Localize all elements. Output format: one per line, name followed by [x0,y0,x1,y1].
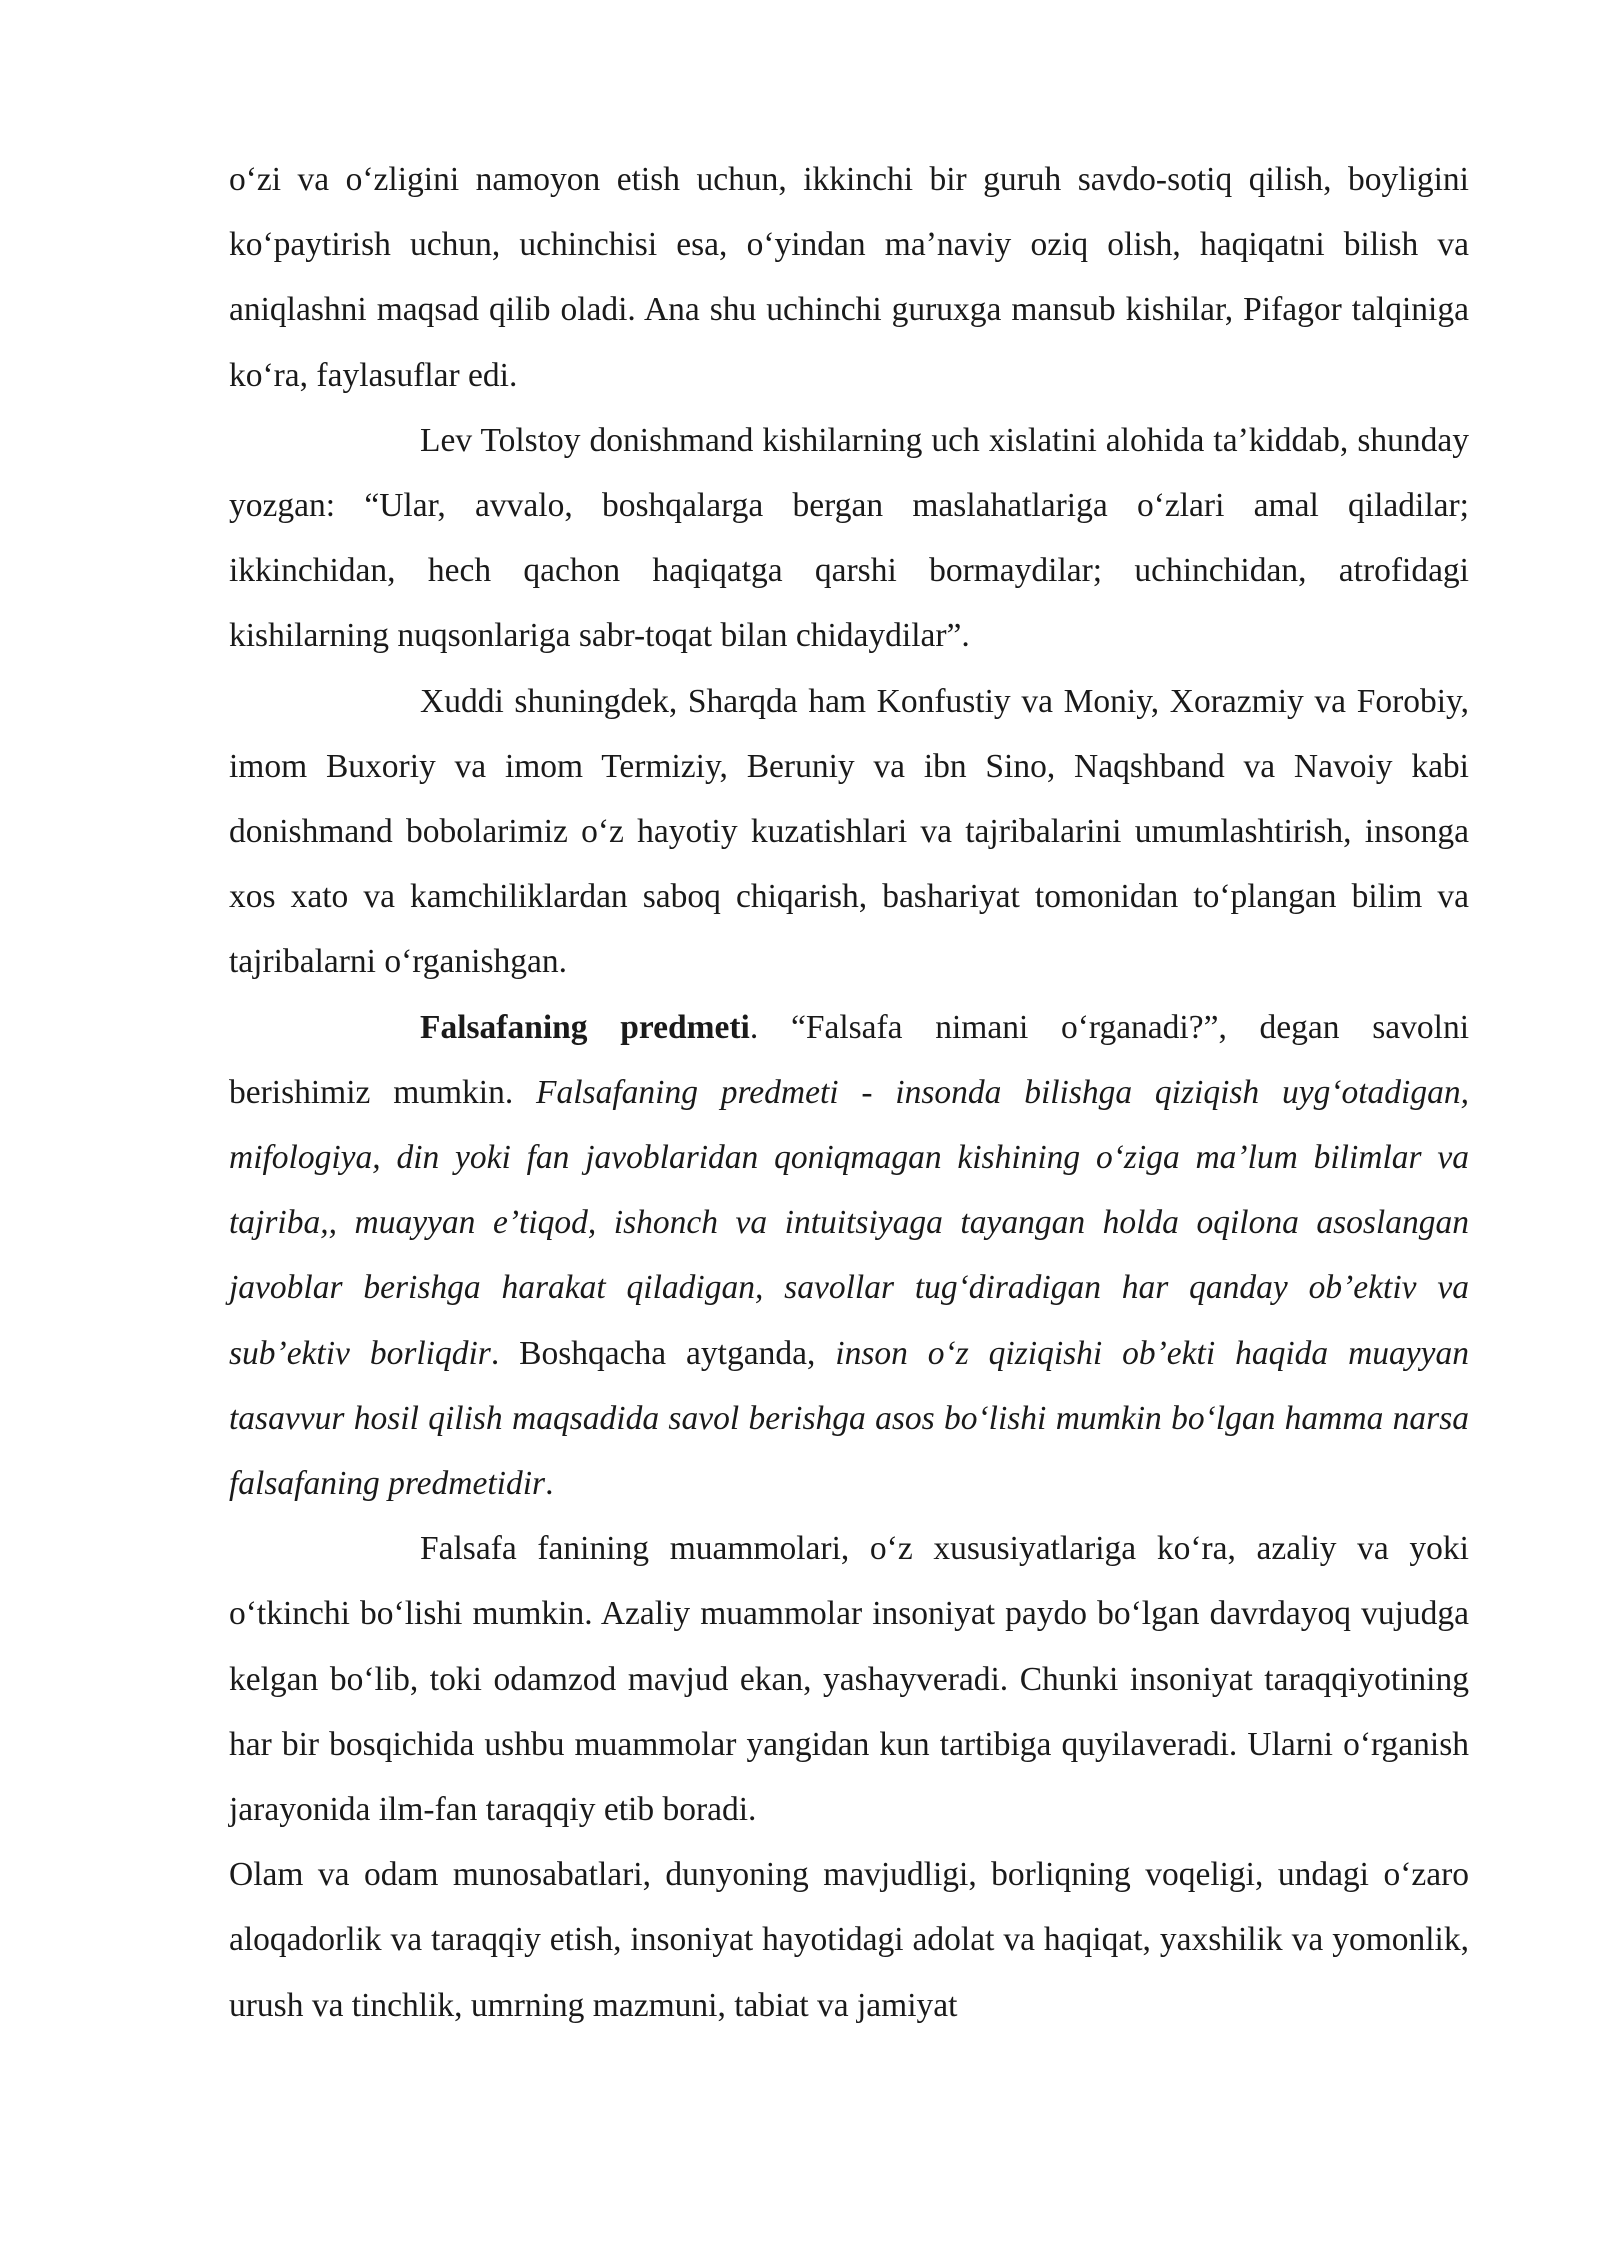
paragraph-1: oʻzi va oʻzligini namoyon etish uchun, ikkinchi bir guruh savdo-sotiq qilish, boyligini koʻpaytirish uchun, uchinchisi esa, oʻyindan maʼnaviy oziq olish, haqiqatni bilish va aniqlashni maqsad qilib oladi. Ana shu uchinchi guruxga mansub kishilar, Pifagor talqiniga koʻra, faylasuflar edi. [229,161,1469,394]
paragraph-4-middle: . Boshqacha aytganda, [490,1334,836,1372]
document-page [229,147,1469,2038]
paragraph-4 [229,995,1469,1517]
paragraph-3: Xuddi shuningdek, Sharqda ham Konfustiy va Moniy, Xorazmiy va Forobiy, imom Buxoriy va imom Termiziy, Beruniy va ibn Sino, Naqshband va Navoiy kabi donishmand bobolarimiz oʻz hayotiy kuzatishlari va tajribalarini umumlashtirish, insonga xos xato va kamchiliklardan saboq chiqarish, bashariyat tomonidan toʻplangan bilim va tajribalarni oʻrganishgan. [229,682,1469,981]
paragraph-4-intro: . “Falsafa nimani oʻrganadi?”, degan savolni berishimiz mumkin. [229,1008,1469,1111]
paragraph-4-end: . [545,1465,554,1503]
section-heading: Falsafaning predmeti [420,1008,750,1046]
paragraph-6: Olam va odam munosabatlari, dunyoning mavjudligi, borliqning voqeligi, undagi oʻzaro aloqadorlik va taraqqiy etish, insoniyat hayotidagi adolat va haqiqat, yaxshilik va yomonlik, urush va tinchlik, umrning mazmuni, tabiat va jamiyat [229,1856,1469,2024]
paragraph-5: Falsafa fanining muammolari, oʻz xususiyatlariga koʻra, azaliy va yoki oʻtkinchi boʻlishi mumkin. Azaliy muammolar insoniyat paydo boʻlgan davrdayoq vujudga kelgan boʻlib, toki odamzod mavjud ekan, yashayveradi. Chunki insoniyat taraqqiyotining har bir bosqichida ushbu muammolar yangidan kun tartibiga quyilaveradi. Ularni oʻrganish jarayonida ilm-fan taraqqiy etib boradi. [229,1530,1469,1829]
paragraph-2: Lev Tolstoy donishmand kishilarning uch xislatini alohida taʼkiddab, shunday yozgan: “Ular, avvalo, boshqalarga bergan maslahatlariga oʻzlari amal qiladilar; ikkinchidan, hech qachon haqiqatga qarshi bormaydilar; uchinchidan, atrofidagi kishilarning nuqsonlariga sabr-toqat bilan chidaydilar”. [229,421,1469,655]
definition-text: Falsafaning predmeti - insonda bilishga qiziqish uygʻotadigan, mifologiya, din yoki fan javoblaridan qoniqmagan kishining oʻziga maʼlum bilimlar va tajriba,, muayyan eʼtiqod, ishonch va intuitsiyaga tayangan holda oqilona asoslangan javoblar berishga harakat qiladigan, savollar tugʻdiradigan har qanday obʼektiv va subʼektiv borliqdir [229,1073,1469,1372]
definition-text-2: inson oʻz qiziqishi obʼekti haqida muayyan tasavvur hosil qilish maqsadida savol berishga asos boʻlishi mumkin boʻlgan hamma narsa falsafaning predmetidir [229,1334,1469,1503]
